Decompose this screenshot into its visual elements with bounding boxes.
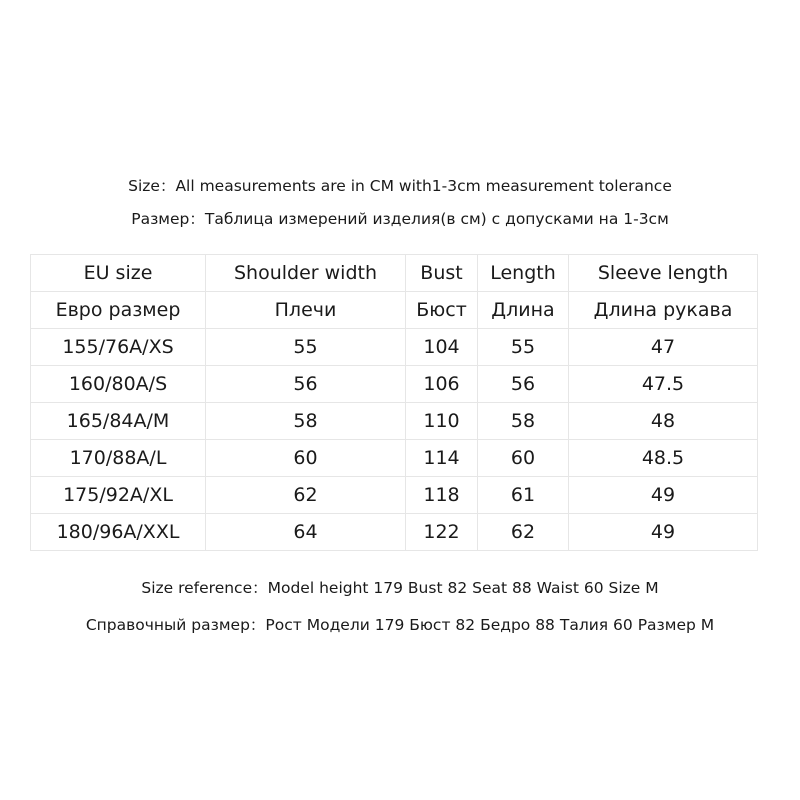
table-row <box>31 403 758 440</box>
cell-shoulder: 62 <box>206 477 406 514</box>
size-note-english: Size：All measurements are in CM with1-3cm measurement tolerance <box>128 177 672 195</box>
cell-bust: 122 <box>406 514 478 551</box>
cell-sleeve: 48.5 <box>569 440 758 477</box>
header-eu-size: EU size <box>31 255 206 292</box>
header-bust-ru: Бюст <box>406 292 478 329</box>
cell-bust: 106 <box>406 366 478 403</box>
header-sleeve-length: Sleeve length <box>569 255 758 292</box>
cell-size: 155/76A/XS <box>31 329 206 366</box>
cell-shoulder: 55 <box>206 329 406 366</box>
cell-sleeve: 49 <box>569 514 758 551</box>
table-row <box>31 329 758 366</box>
header-row-english <box>31 255 758 292</box>
cell-shoulder: 64 <box>206 514 406 551</box>
cell-size: 180/96A/XXL <box>31 514 206 551</box>
header-length-ru: Длина <box>478 292 569 329</box>
size-reference-russian: Справочный размер：Рост Модели 179 Бюст 82 Бедро 88 Талия 60 Размер M <box>85 616 715 634</box>
cell-shoulder: 56 <box>206 366 406 403</box>
table-row <box>31 440 758 477</box>
table-row <box>31 477 758 514</box>
cell-size: 160/80A/S <box>31 366 206 403</box>
header-bust: Bust <box>406 255 478 292</box>
cell-bust: 110 <box>406 403 478 440</box>
size-chart-table <box>30 254 758 551</box>
cell-length: 56 <box>478 366 569 403</box>
table-row <box>31 514 758 551</box>
cell-size: 170/88A/L <box>31 440 206 477</box>
cell-shoulder: 58 <box>206 403 406 440</box>
cell-size: 165/84A/M <box>31 403 206 440</box>
cell-length: 61 <box>478 477 569 514</box>
cell-sleeve: 47 <box>569 329 758 366</box>
header-sleeve-length-ru: Длина рукава <box>569 292 758 329</box>
header-length: Length <box>478 255 569 292</box>
cell-size: 175/92A/XL <box>31 477 206 514</box>
cell-length: 60 <box>478 440 569 477</box>
cell-bust: 104 <box>406 329 478 366</box>
cell-length: 58 <box>478 403 569 440</box>
header-shoulder-width: Shoulder width <box>206 255 406 292</box>
cell-sleeve: 48 <box>569 403 758 440</box>
size-reference-english: Size reference：Model height 179 Bust 82 Seat 88 Waist 60 Size M <box>141 579 659 597</box>
cell-sleeve: 47.5 <box>569 366 758 403</box>
cell-length: 55 <box>478 329 569 366</box>
cell-bust: 118 <box>406 477 478 514</box>
cell-length: 62 <box>478 514 569 551</box>
header-row-russian <box>31 292 758 329</box>
cell-shoulder: 60 <box>206 440 406 477</box>
size-note-russian: Размер：Таблица измерений изделия(в см) с допусками на 1-3см <box>131 210 669 228</box>
cell-bust: 114 <box>406 440 478 477</box>
header-shoulder-width-ru: Плечи <box>206 292 406 329</box>
table-row <box>31 366 758 403</box>
header-eu-size-ru: Евро размер <box>31 292 206 329</box>
cell-sleeve: 49 <box>569 477 758 514</box>
